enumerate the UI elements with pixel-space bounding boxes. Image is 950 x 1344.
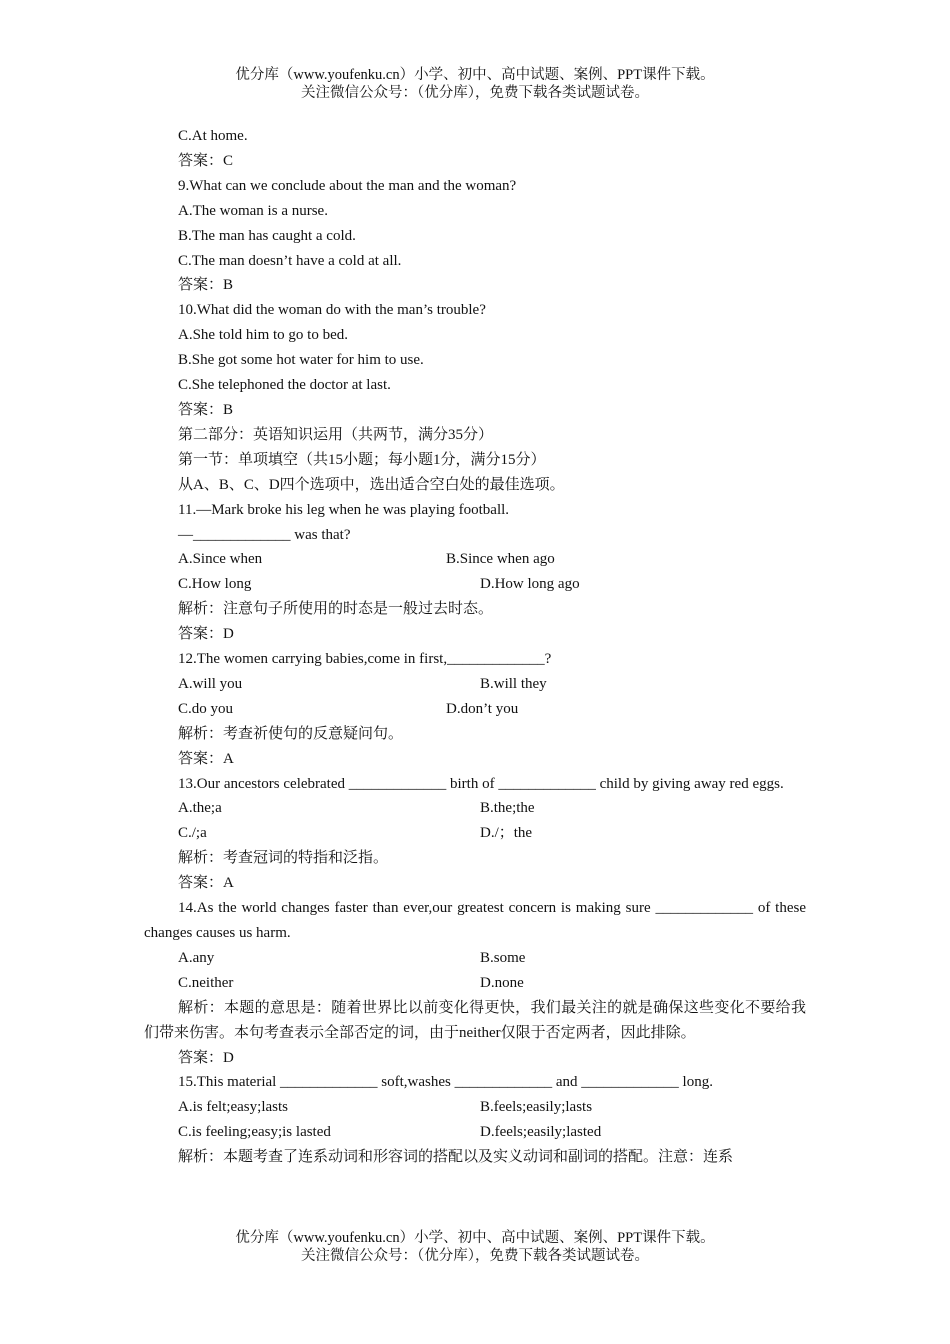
q9-option-c: C.The man doesn’t have a cold at all. <box>178 252 402 269</box>
q12-analysis: 解析：考查祈使句的反意疑问句。 <box>178 725 404 742</box>
q11-option-b: B.Since when ago <box>446 551 555 568</box>
q11-option-a: A.Since when <box>178 551 263 568</box>
q15-options-row-1 <box>144 1095 806 1120</box>
q13-option-a: A.the;a <box>178 800 222 817</box>
q10-option-b: B.She got some hot water for him to use. <box>178 352 424 369</box>
q14-options-row-1 <box>144 946 806 971</box>
section-2-part-1-title: 第一节：单项填空（共15小题；每小题1分，满分15分） <box>178 451 546 468</box>
q15-option-a: A.is felt;easy;lasts <box>178 1099 288 1116</box>
q11-options-row-1 <box>144 547 806 572</box>
q13-stem: 13.Our ancestors celebrated _____________ birth of _____________ child by giving away red eggs. <box>178 775 784 792</box>
q8-answer: 答案：C <box>178 152 234 169</box>
q15-options-row-2 <box>144 1120 806 1145</box>
document-body <box>144 124 806 1170</box>
q13-option-c: C./;a <box>178 825 207 842</box>
q10-option-a: A.She told him to go to bed. <box>178 327 348 344</box>
q12-option-d: D.don’t you <box>446 700 519 717</box>
q10-option-c: C.She telephoned the doctor at last. <box>178 377 391 394</box>
q9-answer: 答案：B <box>178 277 234 294</box>
footer-line-2: 关注微信公众号：（优分库），免费下载各类试题试卷。 <box>301 1248 649 1264</box>
section-2-title: 第二部分：英语知识运用（共两节，满分35分） <box>178 426 494 443</box>
q12-options-row-1 <box>144 672 806 697</box>
q13-options-row-1 <box>144 796 806 821</box>
q9-option-a: A.The woman is a nurse. <box>178 202 328 219</box>
q11-option-d: D.How long ago <box>480 576 580 593</box>
q9-option-b: B.The man has caught a cold. <box>178 227 356 244</box>
q12-option-c: C.do you <box>178 700 234 717</box>
q15-stem: 15.This material _____________ soft,washes _____________ and _____________ long. <box>178 1074 713 1091</box>
q13-option-d: D./；the <box>480 825 533 842</box>
q15-option-c: C.is feeling;easy;is lasted <box>178 1124 331 1141</box>
q11-option-c: C.How long <box>178 576 252 593</box>
footer-line-1: 优分库（www.youfenku.cn）小学、初中、高中试题、案例、PPT课件下载。 <box>235 1230 715 1246</box>
page-footer <box>0 1229 950 1265</box>
q12-stem: 12.The women carrying babies,come in first,_____________? <box>178 651 552 668</box>
section-2-instructions: 从A、B、C、D四个选项中，选出适合空白处的最佳选项。 <box>178 476 565 493</box>
q11-stem-line-2: —_____________ was that? <box>178 526 351 543</box>
q12-option-a: A.will you <box>178 675 243 692</box>
q15-analysis: 解析：本题考查了连系动词和形容词的搭配以及实义动词和副词的搭配。注意：连系 <box>178 1149 734 1166</box>
q15-option-d: D.feels;easily;lasted <box>480 1124 602 1141</box>
q11-answer: 答案：D <box>178 626 234 643</box>
q14-answer: 答案：D <box>178 1049 234 1066</box>
q14-option-a: A.any <box>178 949 215 966</box>
q13-answer: 答案：A <box>178 875 234 892</box>
header-line-2: 关注微信公众号：（优分库），免费下载各类试题试卷。 <box>301 85 649 101</box>
q12-options-row-2 <box>144 697 806 722</box>
q11-options-row-2 <box>144 572 806 597</box>
q11-analysis: 解析：注意句子所使用的时态是一般过去时态。 <box>178 601 494 618</box>
q14-stem: 14.As the world changes faster than ever,our greatest concern is making sure _____________ of these changes causes us harm. <box>144 900 806 941</box>
q14-options-row-2 <box>144 971 806 996</box>
q11-stem-line-1: 11.—Mark broke his leg when he was playing football. <box>178 501 510 518</box>
q13-option-b: B.the;the <box>480 800 535 817</box>
q8-option-c: C.At home. <box>178 128 248 144</box>
page-header <box>0 66 950 102</box>
q12-option-b: B.will they <box>480 675 547 692</box>
q10-stem: 10.What did the woman do with the man’s trouble? <box>178 302 486 319</box>
q12-answer: 答案：A <box>178 750 234 767</box>
q14-option-d: D.none <box>480 974 524 991</box>
q14-analysis: 解析：本题的意思是：随着世界比以前变化得更快，我们最关注的就是确保这些变化不要给我们带来伤害。本句考查表示全部否定的词，由于neither仅限于否定两者，因此排除。 <box>144 999 806 1041</box>
q14-option-c: C.neither <box>178 974 234 991</box>
q14-option-b: B.some <box>480 949 526 966</box>
q13-analysis: 解析：考查冠词的特指和泛指。 <box>178 850 389 867</box>
q15-option-b: B.feels;easily;lasts <box>480 1099 593 1116</box>
header-line-1: 优分库（www.youfenku.cn）小学、初中、高中试题、案例、PPT课件下载。 <box>235 67 715 83</box>
q9-stem: 9.What can we conclude about the man and the woman? <box>178 177 517 194</box>
q13-options-row-2 <box>144 821 806 846</box>
q10-answer: 答案：B <box>178 401 234 418</box>
